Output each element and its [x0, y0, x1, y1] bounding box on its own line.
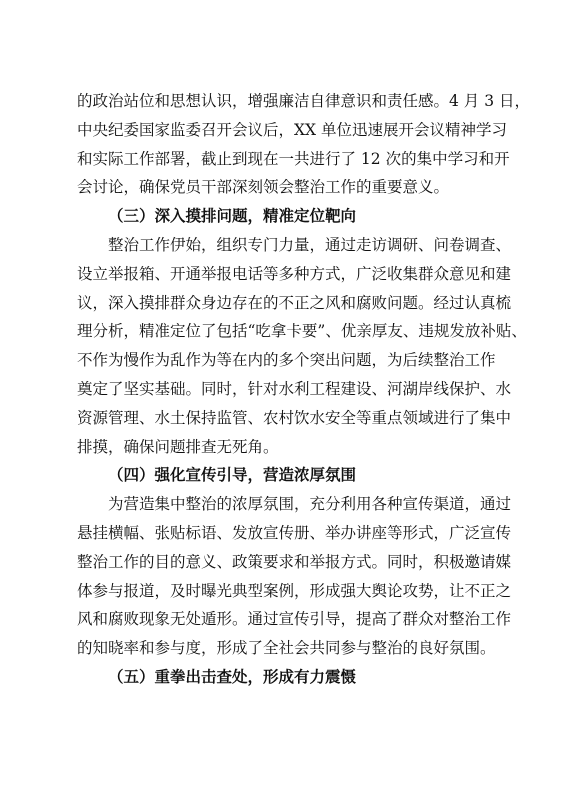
paragraph-line: 资源管理、水土保持监管、农村饮水安全等重点领域进行了集中 [77, 408, 512, 427]
paragraph-line: 设立举报箱、开通举报电话等多种方式，广泛收集群众意见和建 [77, 264, 512, 283]
paragraph-line: 奠定了坚实基础。同时，针对水利工程建设、河湖岸线保护、水 [77, 379, 512, 398]
document-body [77, 87, 531, 692]
paragraph-line: 整治工作伊始，组织专门力量，通过走访调研、问卷调查、 [108, 235, 512, 254]
paragraph-line: 为营造集中整治的浓厚氛围，充分利用各种宣传渠道，通过 [108, 495, 512, 514]
paragraph-line: 中央纪委国家监委召开会议后，XX 单位迅速展开会议精神学习 [77, 120, 507, 139]
paragraph-line: 的知晓率和参与度，形成了全社会共同参与整治的良好氛围。 [77, 639, 496, 658]
section-heading-3: （三）深入摸排问题，精准定位靶向 [108, 207, 357, 226]
paragraph-line: 风和腐败现象无处遁形。通过宣传引导，提高了群众对整治工作 [77, 610, 512, 629]
paragraph-line: 的政治站位和思想认识，增强廉洁自律意识和责任感。4 月 3 日， [77, 92, 531, 110]
paragraph-line: 议，深入摸排群众身边存在的不正之风和腐败问题。经过认真梳 [77, 293, 512, 312]
paragraph-line: 悬挂横幅、张贴标语、发放宣传册、举办讲座等形式，广泛宣传 [77, 523, 512, 542]
paragraph-line: 整治工作的目的意义、政策要求和举报方式。同时，积极邀请媒 [77, 552, 512, 571]
paragraph-line: 不作为慢作为乱作为等在内的多个突出问题，为后续整治工作 [77, 351, 496, 370]
section-heading-5: （五）重拳出击查处，形成有力震慑 [108, 667, 357, 686]
paragraph-line: 理分析，精准定位了包括“吃拿卡要”、优亲厚友、违规发放补贴、 [77, 322, 527, 341]
paragraph-line: 和实际工作部署，截止到现在一共进行了 12 次的集中学习和开 [77, 149, 510, 168]
paragraph-line: 排摸，确保问题排查无死角。 [77, 437, 279, 456]
paragraph-line: 会讨论，确保党员干部深刻领会整治工作的重要意义。 [77, 178, 450, 197]
paragraph-line: 体参与报道，及时曝光典型案例，形成强大舆论攻势，让不正之 [77, 581, 512, 600]
section-heading-4: （四）强化宣传引导，营造浓厚氛围 [108, 466, 357, 485]
